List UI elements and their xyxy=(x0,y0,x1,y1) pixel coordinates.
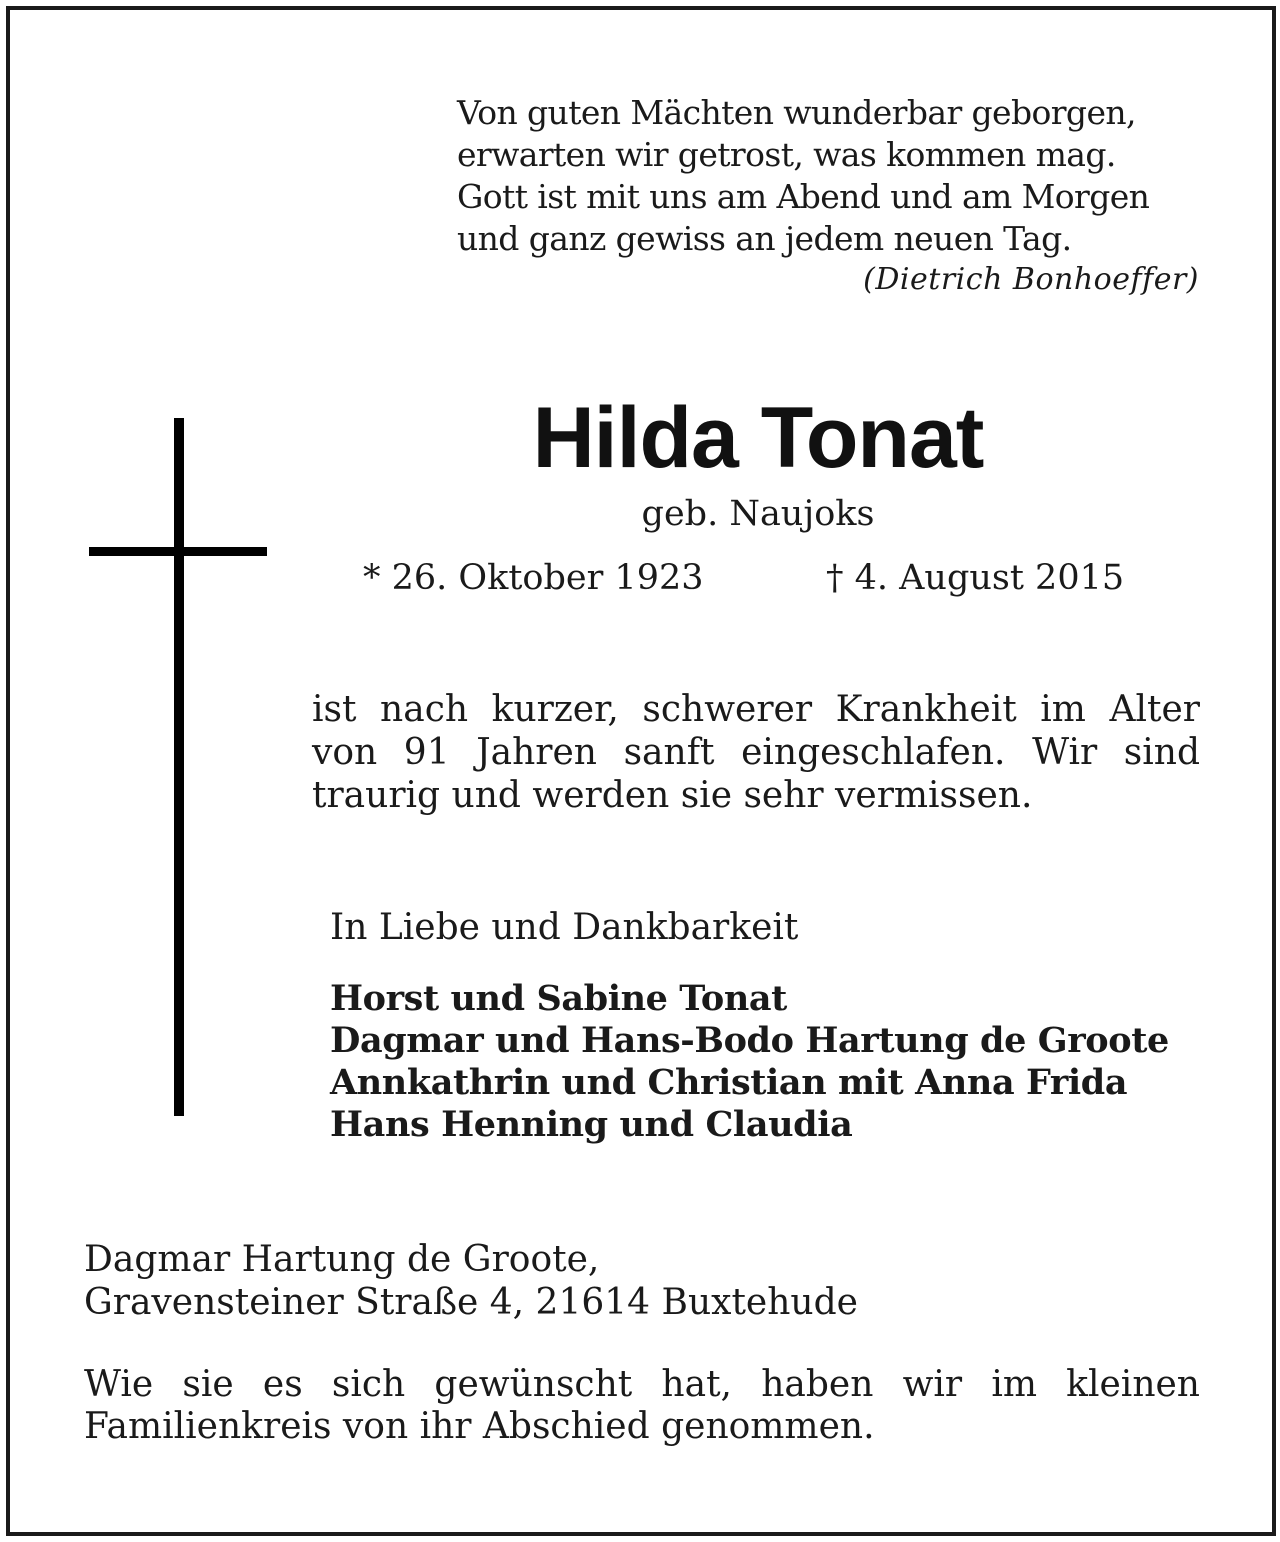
death-date: † 4. August 2015 xyxy=(826,558,1125,598)
birth-date: * 26. Oktober 1923 xyxy=(363,558,704,598)
poem-line: Gott ist mit uns am Abend und am Morgen xyxy=(457,177,1150,216)
poem-author: (Dietrich Bonhoeffer) xyxy=(863,262,1199,297)
mourner-entry: Horst und Sabine Tonat xyxy=(330,978,787,1019)
cross-icon xyxy=(174,418,184,1116)
deceased-name: Hilda Tonat xyxy=(532,390,984,486)
mourner-entry: Hans Henning und Claudia xyxy=(330,1104,853,1145)
maiden-name: geb. Naujoks xyxy=(641,494,875,534)
announcement-line: ist nach kurzer, schwerer Krankheit im Alter xyxy=(312,689,1200,730)
cross-icon-crossbar xyxy=(89,547,267,556)
closing-line: Familienkreis von ihr Abschied genommen. xyxy=(84,1406,875,1447)
bonhoeffer-poem xyxy=(457,92,1199,300)
poem-line: Von guten Mächten wunderbar geborgen, xyxy=(457,93,1136,132)
announcement-line: von 91 Jahren sanft eingeschlafen. Wir sind xyxy=(312,732,1200,773)
announcement-line: traurig und werden sie sehr vermissen. xyxy=(312,775,1033,816)
closing-note xyxy=(84,1364,1200,1448)
dedication: In Liebe und Dankbarkeit xyxy=(330,907,799,948)
poem-line: erwarten wir getrost, was kommen mag. xyxy=(457,135,1116,174)
mourner-entry: Annkathrin und Christian mit Anna Frida xyxy=(330,1062,1128,1103)
mourner-entry: Dagmar und Hans-Bodo Hartung de Groote xyxy=(330,1020,1169,1061)
address-line: Gravensteiner Straße 4, 21614 Buxtehude xyxy=(84,1282,858,1323)
poem-line: und ganz gewiss an jedem neuen Tag. xyxy=(457,219,1072,258)
address-line: Dagmar Hartung de Groote, xyxy=(84,1239,600,1280)
contact-address xyxy=(84,1238,858,1324)
mourners-list xyxy=(330,978,1169,1146)
closing-line: Wie sie es sich gewünscht hat, haben wir im kleinen xyxy=(84,1364,1200,1405)
announcement-text xyxy=(312,688,1200,817)
